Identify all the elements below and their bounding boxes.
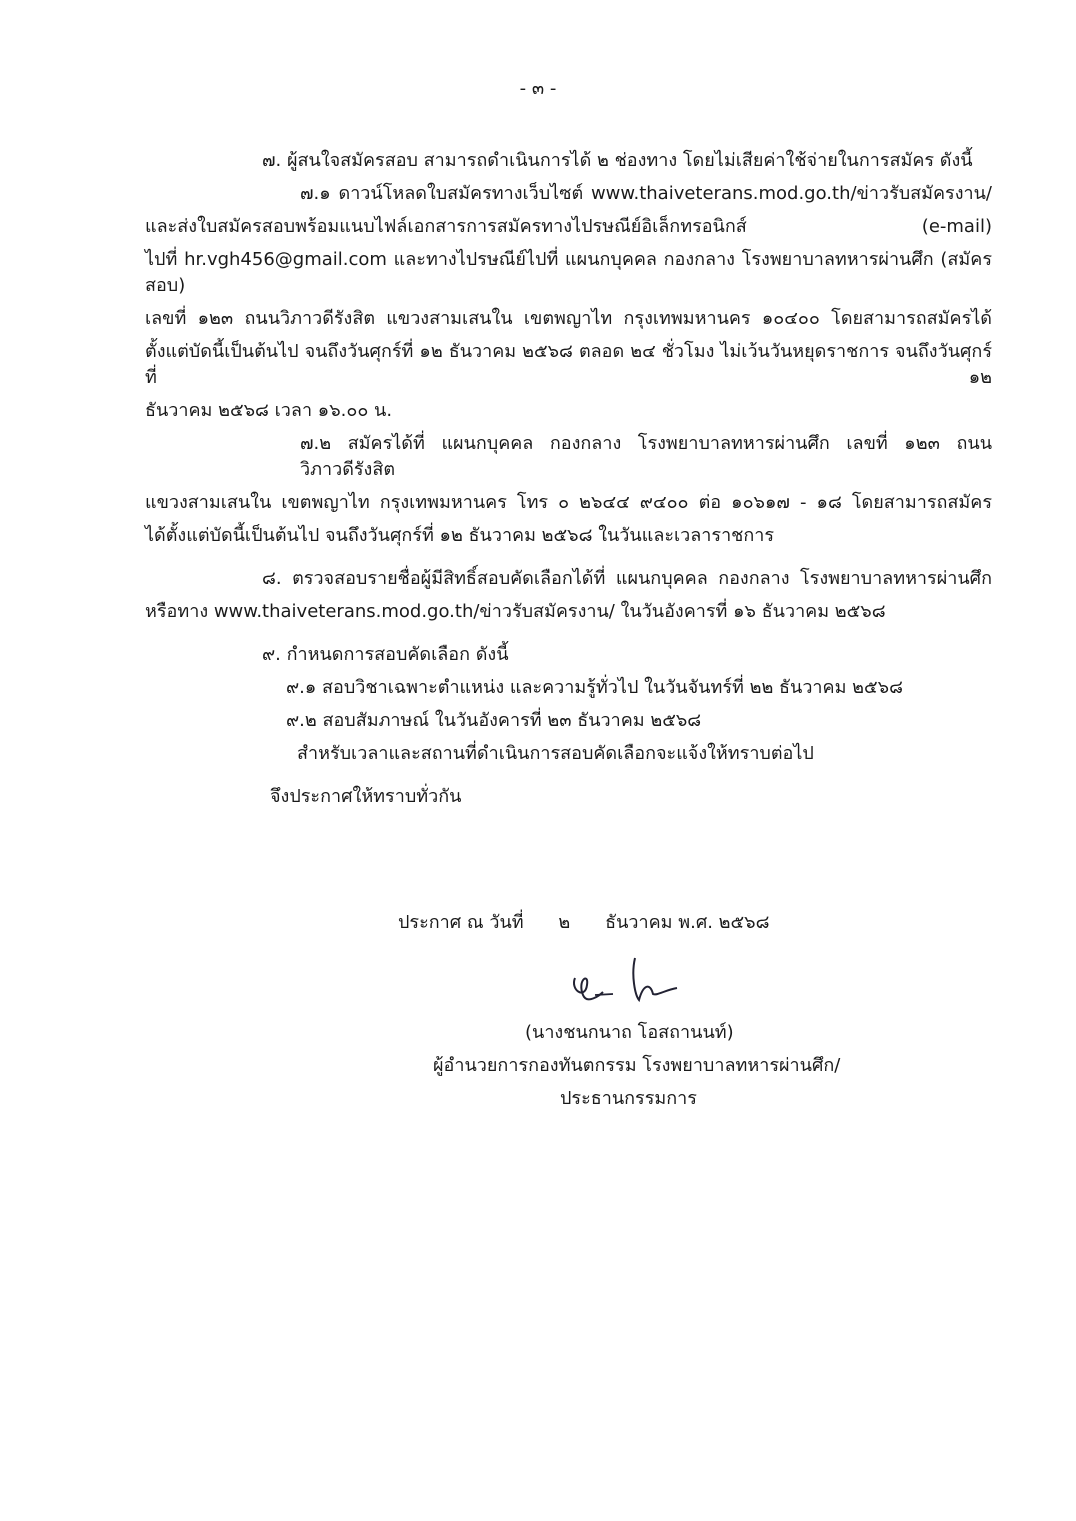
item-9: ๙. กำหนดการสอบคัดเลือก ดังนี้	[262, 644, 509, 665]
page-number: - ๓ -	[519, 78, 557, 99]
signatory-role: ประธานกรรมการ	[560, 1088, 697, 1109]
signatory-title: ผู้อำนวยการกองทันตกรรม โรงพยาบาลทหารผ่านศึก/	[433, 1055, 841, 1076]
item-7-2: ๗.๒ สมัครได้ที่ แผนกบุคคล กองกลาง โรงพยาบาลทหารผ่านศึก เลขที่ ๑๒๓ ถนนวิภาวดีรังสิต	[300, 433, 992, 480]
announcement-date	[145, 910, 992, 936]
signatory-name: (นางชนกนาถ โอสถานนท์)	[525, 1022, 734, 1043]
signature	[565, 950, 695, 1010]
item-8-line: หรือทาง www.thaiveterans.mod.go.th/ข่าวรับสมัครงาน/ ในวันอังคารที่ ๑๖ ธันวาคม ๒๕๖๘	[145, 601, 886, 622]
announcement-prefix: ประกาศ ณ วันที่	[398, 912, 524, 933]
item-7-1: ๗.๑ ดาวน์โหลดใบสมัครทางเว็บไซต์ www.thaiveterans.mod.go.th/ข่าวรับสมัครงาน/	[300, 183, 992, 204]
announcement-month-year: ธันวาคม พ.ศ. ๒๕๖๘	[605, 912, 770, 933]
item-7-2-line: แขวงสามเสนใน เขตพญาไท กรุงเทพมหานคร โทร ๐ ๒๖๔๔ ๙๔๐๐ ต่อ ๑๐๖๑๗ - ๑๘ โดยสามารถสมัคร	[145, 492, 992, 513]
item-9-2: ๙.๒ สอบสัมภาษณ์ ในวันอังคารที่ ๒๓ ธันวาคม ๒๕๖๘	[286, 710, 702, 731]
closing-text: จึงประกาศให้ทราบทั่วกัน	[270, 786, 462, 807]
item-7-1-line: และส่งใบสมัครสอบพร้อมแนบไฟล์เอกสารการสมัครทางไปรษณีย์อิเล็กทรอนิกส์ (e-mail)	[145, 216, 992, 237]
item-7-1-line: ไปที่ hr.vgh456@gmail.com และทางไปรษณีย์ไปที่ แผนกบุคคล กองกลาง โรงพยาบาลทหารผ่านศึก (สมัครสอบ)	[145, 249, 992, 296]
item-7-1-line: ตั้งแต่บัดนี้เป็นต้นไป จนถึงวันศุกร์ที่ ๑๒ ธันวาคม ๒๕๖๘ ตลอด ๒๔ ชั่วโมง ไม่เว้นวันหยุดราชการ จนถึงวันศุกร์ที่ ๑๒	[145, 341, 992, 388]
item-7-2-line: ได้ตั้งแต่บัดนี้เป็นต้นไป จนถึงวันศุกร์ที่ ๑๒ ธันวาคม ๒๕๖๘ ในวันและเวลาราชการ	[145, 525, 775, 546]
item-7: ๗. ผู้สนใจสมัครสอบ สามารถดำเนินการได้ ๒ ช่องทาง โดยไม่เสียค่าใช้จ่ายในการสมัคร ดังนี้	[262, 150, 973, 171]
item-8: ๘. ตรวจสอบรายชื่อผู้มีสิทธิ์สอบคัดเลือกได้ที่ แผนกบุคคล กองกลาง โรงพยาบาลทหารผ่านศึก	[262, 568, 992, 589]
item-9-note: สำหรับเวลาและสถานที่ดำเนินการสอบคัดเลือกจะแจ้งให้ทราบต่อไป	[297, 743, 814, 764]
item-7-1-line: เลขที่ ๑๒๓ ถนนวิภาวดีรังสิต แขวงสามเสนใน เขตพญาไท กรุงเทพมหานคร ๑๐๔๐๐ โดยสามารถสมัครได้	[145, 308, 992, 329]
item-9-1: ๙.๑ สอบวิชาเฉพาะตำแหน่ง และความรู้ทั่วไป ในวันจันทร์ที่ ๒๒ ธันวาคม ๒๕๖๘	[286, 677, 903, 698]
announcement-day: ๒	[558, 912, 571, 933]
item-7-1-line: ธันวาคม ๒๕๖๘ เวลา ๑๖.๐๐ น.	[145, 400, 393, 421]
